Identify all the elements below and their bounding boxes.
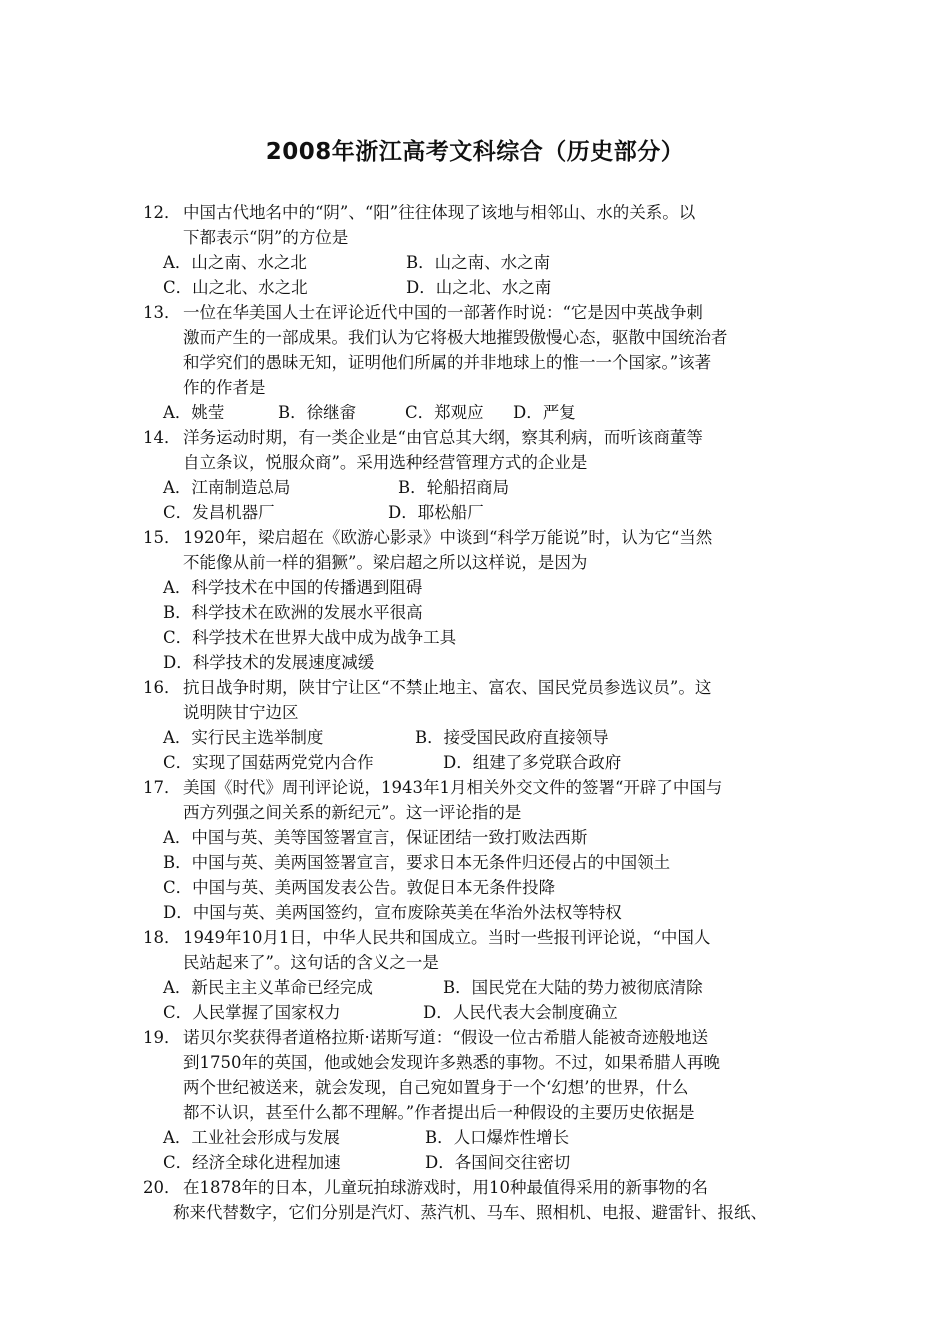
answer-option[interactable]: B．接受国民政府直接领导 (415, 728, 609, 747)
question-list (143, 200, 818, 1225)
question-number: 12． (143, 203, 181, 222)
question-text-continued: 自立条议，悦服众商”。采用选种经营管理方式的企业是 (183, 453, 588, 472)
answer-option[interactable]: C．中国与英、美两国发表公告。敦促日本无条件投降 (163, 878, 556, 897)
question-text-continued: 到1750年的英国，他或她会发现许多熟悉的事物。不过，如果希腊人再晚 (183, 1053, 720, 1072)
answer-option[interactable]: D．耶松船厂 (388, 503, 484, 522)
question-text-continued: 作的作者是 (183, 378, 266, 397)
question-19 (143, 1025, 818, 1175)
question-text-continued: 激而产生的一部成果。我们认为它将极大地摧毁傲慢心态，驱散中国统治者 (183, 328, 728, 347)
question-number: 19． (143, 1028, 181, 1047)
question-text-continued: 两个世纪被送来，就会发现，自己宛如置身于一个‘幻想’的世界，什么 (183, 1078, 689, 1097)
question-text: 1949年10月1日，中华人民共和国成立。当时一些报刊评论说，“中国人 (183, 928, 711, 947)
question-20 (143, 1175, 818, 1225)
answer-option[interactable]: C．山之北、水之北 (163, 278, 308, 297)
question-text: 在1878年的日本，儿童玩拍球游戏时，用10种最值得采用的新事物的名 (183, 1178, 708, 1197)
options-row (143, 500, 818, 525)
question-line (143, 925, 818, 950)
answer-option[interactable]: A．新民主主义革命已经完成 (163, 978, 373, 997)
question-12 (143, 200, 818, 300)
answer-option[interactable]: A．中国与英、美等国签署宣言，保证团结一致打败法西斯 (163, 828, 588, 847)
question-14 (143, 425, 818, 525)
answer-option[interactable]: B．人口爆炸性增长 (425, 1128, 570, 1147)
answer-option[interactable]: D．中国与英、美两国签约，宣布废除英美在华治外法权等特权 (163, 903, 622, 922)
question-text-continued: 和学究们的愚昧无知，证明他们所属的并非地球上的惟一一个国家。”该著 (183, 353, 712, 372)
question-text: 美国《时代》周刊评论说，1943年1月相关外交文件的签署“开辟了中国与 (183, 778, 723, 797)
question-text: 1920年，梁启超在《欧游心影录》中谈到“科学万能说”时，认为它“当然 (183, 528, 713, 547)
options-row (143, 850, 818, 875)
answer-option[interactable]: D．各国间交往密切 (425, 1153, 571, 1172)
question-17 (143, 775, 818, 925)
answer-option[interactable]: B．国民党在大陆的势力被彻底清除 (443, 978, 703, 997)
options-row (143, 400, 818, 425)
question-text: 诺贝尔奖获得者道格拉斯·诺斯写道：“假设一位古希腊人能被奇迹般地送 (183, 1028, 709, 1047)
answer-option[interactable]: A．姚莹 (163, 403, 225, 422)
question-text: 抗日战争时期，陕甘宁让区“不禁止地主、富农、国民党员参选议员”。这 (183, 678, 712, 697)
options-row (143, 1000, 818, 1025)
options-row (143, 250, 818, 275)
question-number: 16． (143, 678, 181, 697)
question-text-continued: 都不认识，甚至什么都不理解。”作者提出后一种假设的主要历史依据是 (183, 1103, 695, 1122)
question-line (143, 300, 818, 325)
answer-option[interactable]: C．发昌机器厂 (163, 503, 275, 522)
question-13 (143, 300, 818, 425)
question-text-continued: 称来代替数字，它们分别是汽灯、蒸汽机、马车、照相机、电报、避雷针、报纸、 (173, 1203, 767, 1222)
options-row (143, 275, 818, 300)
answer-option[interactable]: B．中国与英、美两国签署宣言，要求日本无条件归还侵占的中国领土 (163, 853, 671, 872)
answer-option[interactable]: B．山之南、水之南 (406, 253, 551, 272)
question-text-continued: 民站起来了”。这句话的含义之一是 (183, 953, 439, 972)
question-number: 14． (143, 428, 181, 447)
question-number: 20． (143, 1178, 181, 1197)
answer-option[interactable]: C．科学技术在世界大战中成为战争工具 (163, 628, 457, 647)
answer-option[interactable]: A．科学技术在中国的传播遇到阻碍 (163, 578, 423, 597)
answer-option[interactable]: C．实现了国菇两党党内合作 (163, 753, 374, 772)
answer-option[interactable]: C．经济全球化进程加速 (163, 1153, 341, 1172)
question-18 (143, 925, 818, 1025)
answer-option[interactable]: C．人民掌握了国家权力 (163, 1003, 341, 1022)
question-line (143, 200, 818, 225)
question-number: 13． (143, 303, 181, 322)
answer-option[interactable]: D．严复 (513, 403, 576, 422)
page-title: 2008年浙江高考文科综合（历史部分） (265, 139, 685, 165)
answer-option[interactable]: D．组建了多党联合政府 (443, 753, 622, 772)
question-line (143, 425, 818, 450)
options-row (143, 600, 818, 625)
options-row (143, 875, 818, 900)
options-row (143, 900, 818, 925)
question-number: 18． (143, 928, 181, 947)
question-text: 洋务运动时期，有一类企业是“由官总其大纲，察其利病，而听该商董等 (183, 428, 703, 447)
options-row (143, 725, 818, 750)
options-row (143, 750, 818, 775)
question-line (143, 1025, 818, 1050)
answer-option[interactable]: B．徐继畲 (278, 403, 357, 422)
answer-option[interactable]: C．郑观应 (405, 403, 484, 422)
question-text: 中国古代地名中的“阴”、“阳”往往体现了该地与相邻山、水的关系。以 (183, 203, 696, 222)
answer-option[interactable]: B．科学技术在欧洲的发展水平很高 (163, 603, 423, 622)
answer-option[interactable]: A．山之南、水之北 (163, 253, 307, 272)
question-16 (143, 675, 818, 775)
question-line (143, 525, 818, 550)
question-number: 15． (143, 528, 181, 547)
question-number: 17． (143, 778, 181, 797)
question-text-continued: 不能像从前一样的猖獗”。梁启超之所以这样说，是因为 (183, 553, 588, 572)
question-text-continued: 下都表示“阴”的方位是 (183, 228, 349, 247)
answer-option[interactable]: A．工业社会形成与发展 (163, 1128, 340, 1147)
answer-option[interactable]: D．山之北、水之南 (406, 278, 552, 297)
answer-option[interactable]: D．科学技术的发展速度减缓 (163, 653, 375, 672)
answer-option[interactable]: A．实行民主选举制度 (163, 728, 324, 747)
question-text-continued: 说明陕甘宁边区 (183, 703, 299, 722)
options-row (143, 1150, 818, 1175)
question-text: 一位在华美国人士在评论近代中国的一部著作时说：“它是因中英战争刺 (183, 303, 703, 322)
options-row (143, 650, 818, 675)
question-15 (143, 525, 818, 675)
answer-option[interactable]: A．江南制造总局 (163, 478, 291, 497)
question-line (143, 1175, 818, 1200)
answer-option[interactable]: B．轮船招商局 (398, 478, 510, 497)
options-row (143, 625, 818, 650)
question-line (143, 775, 818, 800)
options-row (143, 475, 818, 500)
options-row (143, 975, 818, 1000)
question-text-continued: 西方列强之间关系的新纪元”。这一评论指的是 (183, 803, 522, 822)
answer-option[interactable]: D．人民代表大会制度确立 (423, 1003, 618, 1022)
options-row (143, 1125, 818, 1150)
options-row (143, 575, 818, 600)
question-line (143, 675, 818, 700)
options-row (143, 825, 818, 850)
